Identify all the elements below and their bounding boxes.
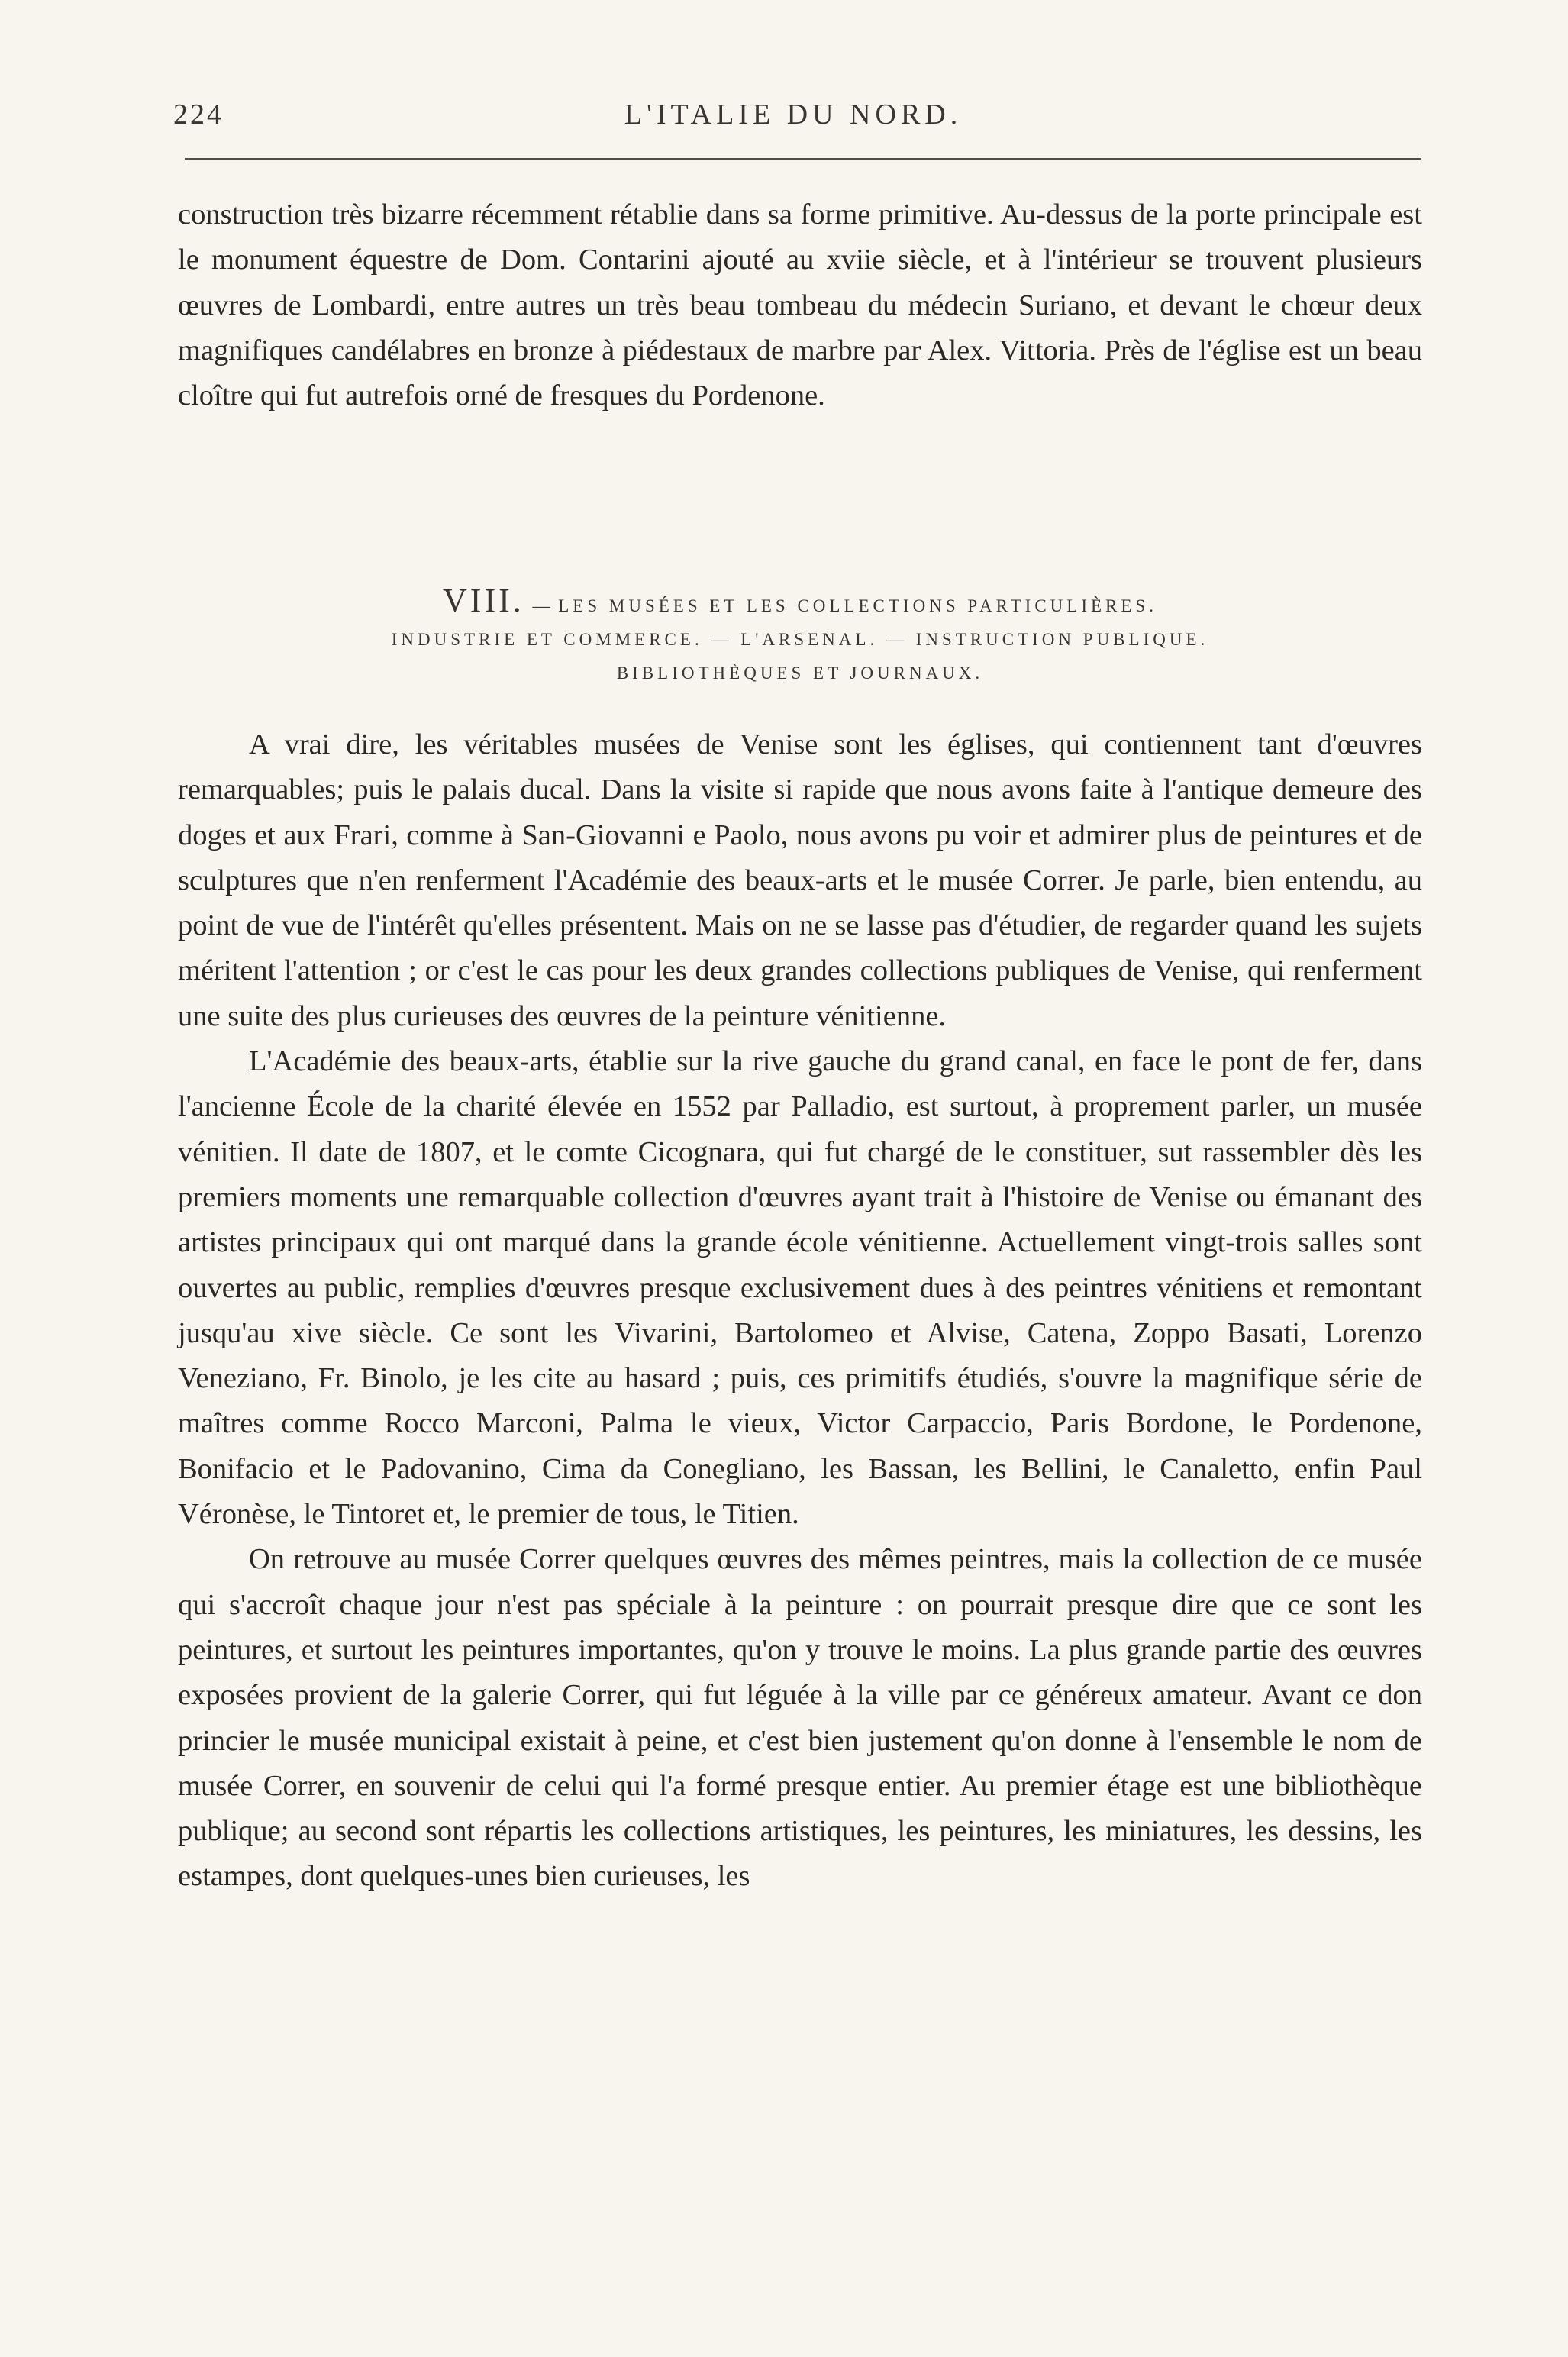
section-dash: — bbox=[532, 596, 550, 615]
paragraph-1: A vrai dire, les véritables musées de Venise sont les églises, qui contiennent tant d'œuvres remarquables; puis le palais ducal. Dans la visite si rapide que nous avons faite à l'antique demeure des doges et aux Frari, comme à San-Giovanni e Paolo, nous avons pu voir et admirer plus de peintures et de sculptures que n'en renferment l'Académie des beaux-arts et le musée Correr. Je parle, bien entendu, au point de vue de l'intérêt qu'elles présentent. Mais on ne se lasse pas d'étudier, de regarder quand les sujets méritent l'attention ; or c'est le cas pour les deux grandes collections publiques de Venise, qui renferment une suite des plus curieuses des œuvres de la peinture vénitienne. bbox=[178, 728, 1422, 1032]
section-heading-line-1 bbox=[178, 584, 1422, 623]
page-number: 224 bbox=[173, 98, 224, 131]
section-title-line-1: LES MUSÉES ET LES COLLECTIONS PARTICULIÈRES. bbox=[558, 596, 1157, 615]
running-title: L'ITALIE DU NORD. bbox=[624, 98, 963, 131]
section-title-line-3: BIBLIOTHÈQUES ET JOURNAUX. bbox=[616, 664, 984, 683]
intro-paragraph: construction très bizarre récemment rétablie dans sa forme primitive. Au-dessus de la porte principale est le monument équestre de Dom. Contarini ajouté au xviie siècle, et à l'intérieur se trouvent plusieurs œuvres de Lombardi, entre autres un très beau tombeau du médecin Suriano, et devant le chœur deux magnifiques candélabres en bronze à piédestaux de marbre par Alex. Vittoria. Près de l'église est un beau cloître qui fut autrefois orné de fresques du Pordenone. bbox=[178, 199, 1422, 412]
header-rule bbox=[185, 158, 1421, 160]
paragraph-3: On retrouve au musée Correr quelques œuvres des mêmes peintres, mais la collection de ce musée qui s'accroît chaque jour n'est pas spéciale à la peinture : on pourrait presque dire que ce sont les peintures, et surtout les peintures importantes, qu'on y trouve le moins. La plus grande partie des œuvres exposées provient de la galerie Correr, qui fut léguée à la ville par ce généreux amateur. Avant ce don princier le musée municipal existait à peine, et c'est bien justement qu'on donne à l'ensemble le nom de musée Correr, en souvenir de celui qui l'a formé presque entier. Au premier étage est une bibliothèque publique; au second sont répartis les collections artistiques, les peintures, les miniatures, les dessins, les estampes, dont quelques-unes bien curieuses, les bbox=[178, 1543, 1422, 1893]
running-head bbox=[173, 98, 1413, 144]
section-heading bbox=[178, 584, 1422, 690]
paragraph-2: L'Académie des beaux-arts, établie sur la rive gauche du grand canal, en face le pont de fer, dans l'ancienne École de la charité élevée en 1552 par Palladio, est surtout, à proprement parler, un musée vénitien. Il date de 1807, et le comte Cicognara, qui fut chargé de le constituer, sut rassembler dès les premiers moments une remarquable collection d'œuvres ayant trait à l'histoire de Venise ou émanant des artistes principaux qui ont marqué dans la grande école vénitienne. Actuellement vingt-trois salles sont ouvertes au public, remplies d'œuvres presque exclusivement dues à des peintres vénitiens et remontant jusqu'au xive siècle. Ce sont les Vivarini, Bartolomeo et Alvise, Catena, Zoppo Basati, Lorenzo Veneziano, Fr. Binolo, je les cite au hasard ; puis, ces primitifs étudiés, s'ouvre la magnifique série de maîtres comme Rocco Marconi, Palma le vieux, Victor Carpaccio, Paris Bordone, le Pordenone, Bonifacio et le Padovanino, Cima da Conegliano, les Bassan, les Bellini, le Canaletto, enfin Paul Véronèse, le Tintoret et, le premier de tous, le Titien. bbox=[178, 1045, 1422, 1531]
main-text-block bbox=[178, 722, 1422, 1900]
section-number: VIII. bbox=[443, 582, 524, 619]
intro-paragraph-block bbox=[178, 192, 1422, 418]
section-title-line-2: INDUSTRIE ET COMMERCE. — L'ARSENAL. — INSTRUCTION PUBLIQUE. bbox=[391, 630, 1209, 649]
